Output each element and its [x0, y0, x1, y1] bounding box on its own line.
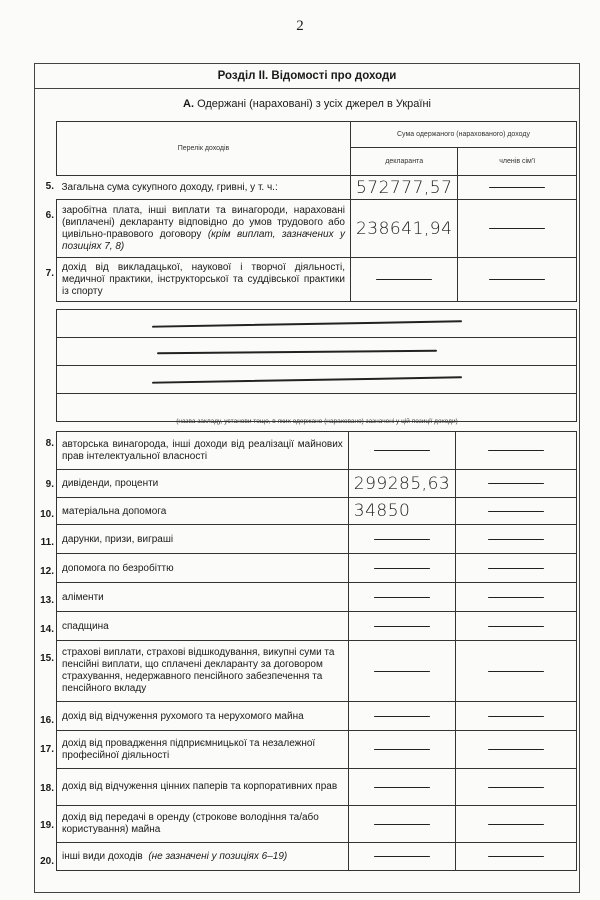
dash-mark [374, 749, 430, 750]
table-row [57, 843, 577, 871]
section-title: Розділ II. Відомості про доходи [35, 64, 579, 89]
declarant-value[interactable]: 299285,63 [348, 470, 455, 498]
dash-mark [374, 568, 430, 569]
table-row [57, 583, 577, 612]
row-label: Загальна сума сукупного доходу, гривні, у т. ч.: [57, 176, 351, 200]
dash-mark [374, 539, 430, 540]
header-declarant: декларанта [350, 148, 457, 176]
family-value[interactable] [458, 258, 577, 302]
institution-field[interactable] [57, 310, 577, 338]
scribble-mark [157, 350, 437, 354]
table-row [57, 641, 577, 702]
family-value[interactable] [456, 641, 577, 702]
family-value[interactable] [456, 843, 577, 871]
dash-mark [489, 279, 545, 280]
row-label: дивіденди, проценти [57, 470, 349, 498]
dash-mark [374, 450, 430, 451]
row-label: дарунки, призи, виграші [57, 525, 349, 554]
family-value[interactable] [456, 612, 577, 641]
subsection-title: Одержані (нараховані) з усіх джерел в Україні [197, 98, 431, 110]
table-row [57, 769, 577, 806]
declarant-value[interactable] [348, 612, 455, 641]
dash-mark [488, 856, 544, 857]
row-label: авторська винагорода, інші доходи від реалізації майнових прав інтелектуальної власності [57, 432, 349, 470]
family-value[interactable] [456, 731, 577, 769]
dash-mark [488, 671, 544, 672]
header-income-list: Перелік доходів [57, 122, 351, 176]
table-row [57, 176, 577, 200]
row-label: дохід від провадження підприємницької та незалежної професійної діяльності [57, 731, 349, 769]
declarant-value[interactable] [350, 258, 457, 302]
dash-mark [374, 856, 430, 857]
row-label: дохід від викладацької, наукової і творчої діяльності, медичної практики, інструкторської та суддівської практики із спорту [57, 258, 351, 302]
scribble-mark [152, 320, 462, 327]
row-number: 20. [40, 856, 54, 867]
table-row [57, 806, 577, 843]
declarant-value[interactable]: 238641,94 [350, 200, 457, 258]
table-row [57, 470, 577, 498]
dash-mark [374, 626, 430, 627]
row-number: 9. [45, 479, 54, 490]
row-number: 14. [40, 624, 54, 635]
row-label: дохід від передачі в оренду (строкове володіння та/або користування) майна [57, 806, 349, 843]
declarant-value[interactable] [348, 554, 455, 583]
declarant-value[interactable] [348, 432, 455, 470]
row-number: 13. [40, 595, 54, 606]
dash-mark [488, 626, 544, 627]
declarant-value[interactable] [348, 583, 455, 612]
row-number: 16. [40, 715, 54, 726]
income-table-bottom [56, 431, 577, 871]
dash-mark [488, 568, 544, 569]
row-number: 7. [45, 268, 54, 279]
declarant-value[interactable]: 34850 [348, 498, 455, 525]
row-number: 19. [40, 820, 54, 831]
table-row [57, 432, 577, 470]
dash-mark [488, 539, 544, 540]
table-row [57, 200, 577, 258]
table-row [57, 498, 577, 525]
table-row [57, 258, 577, 302]
family-value[interactable] [458, 200, 577, 258]
income-table-top [56, 121, 577, 302]
institution-field[interactable] [57, 338, 577, 366]
declarant-value[interactable] [348, 843, 455, 871]
dash-mark [489, 228, 545, 229]
declarant-value[interactable] [348, 525, 455, 554]
family-value[interactable] [456, 470, 577, 498]
dash-mark [374, 597, 430, 598]
family-value[interactable] [456, 432, 577, 470]
institution-table [56, 309, 577, 422]
row-number: 12. [40, 566, 54, 577]
dash-mark [374, 716, 430, 717]
family-value[interactable] [456, 702, 577, 731]
table-row [57, 554, 577, 583]
family-value[interactable] [456, 554, 577, 583]
family-value[interactable] [456, 806, 577, 843]
row-number: 6. [45, 210, 54, 221]
institution-field[interactable] [57, 366, 577, 394]
declarant-value[interactable] [348, 769, 455, 806]
table-row [57, 731, 577, 769]
family-value[interactable] [458, 176, 577, 200]
dash-mark [488, 749, 544, 750]
header-income-sum: Сума одержаного (нарахованого) доходу [350, 122, 576, 148]
family-value[interactable] [456, 769, 577, 806]
dash-mark [374, 671, 430, 672]
declarant-value[interactable] [348, 641, 455, 702]
table-row [57, 525, 577, 554]
row-number: 5. [45, 181, 54, 192]
subsection-heading [35, 89, 579, 119]
scribble-mark [152, 376, 462, 383]
dash-mark [488, 483, 544, 484]
row-label: допомога по безробіттю [57, 554, 349, 583]
row-label: дохід від відчуження рухомого та нерухомого майна [57, 702, 349, 731]
row-label: заробітна плата, інші виплати та винагороди, нараховані (виплачені) декларанту відповідно до умов трудового або цивільно-правового договору (крім виплат, зазначених у позиціях 7, 8) [57, 200, 351, 258]
dash-mark [376, 279, 432, 280]
row-number: 18. [40, 783, 54, 794]
table-row [57, 612, 577, 641]
row-number: 10. [40, 509, 54, 520]
subsection-letter: А. [183, 98, 194, 110]
dash-mark [488, 716, 544, 717]
declarant-value[interactable] [348, 702, 455, 731]
declarant-value[interactable] [348, 731, 455, 769]
table-row [57, 702, 577, 731]
dash-mark [488, 450, 544, 451]
dash-mark [488, 511, 544, 512]
row-label: аліменти [57, 583, 349, 612]
row-number: 8. [45, 438, 54, 449]
family-value[interactable] [456, 583, 577, 612]
dash-mark [374, 824, 430, 825]
declarant-value[interactable] [348, 806, 455, 843]
dash-mark [488, 824, 544, 825]
row-number: 17. [40, 744, 54, 755]
page-number: 2 [296, 18, 304, 34]
row-label: дохід від відчуження цінних паперів та корпоративних прав [57, 769, 349, 806]
dash-mark [488, 597, 544, 598]
header-family: членів сім'ї [458, 148, 577, 176]
row-number: 11. [40, 537, 54, 548]
family-value[interactable] [456, 498, 577, 525]
dash-mark [488, 787, 544, 788]
dash-mark [489, 187, 545, 188]
row-label: матеріальна допомога [57, 498, 349, 525]
row-label: страхові виплати, страхові відшкодування, викупні суми та пенсійні виплати, що сплачені декларанту за договором страхування, недержавного пенсійного забезпечення та пенсійного вкладу [57, 641, 349, 702]
declarant-value[interactable]: 572777,57 [350, 176, 457, 200]
row-label: інші види доходів (не зазначені у позиціях 6–19) [57, 843, 349, 871]
institution-caption: (назва закладу, установи тощо, в яких одержано (нараховано) зазначені у цій позиції доходи) [176, 418, 458, 425]
dash-mark [374, 787, 430, 788]
family-value[interactable] [456, 525, 577, 554]
row-label: спадщина [57, 612, 349, 641]
row-number: 15. [40, 653, 54, 664]
